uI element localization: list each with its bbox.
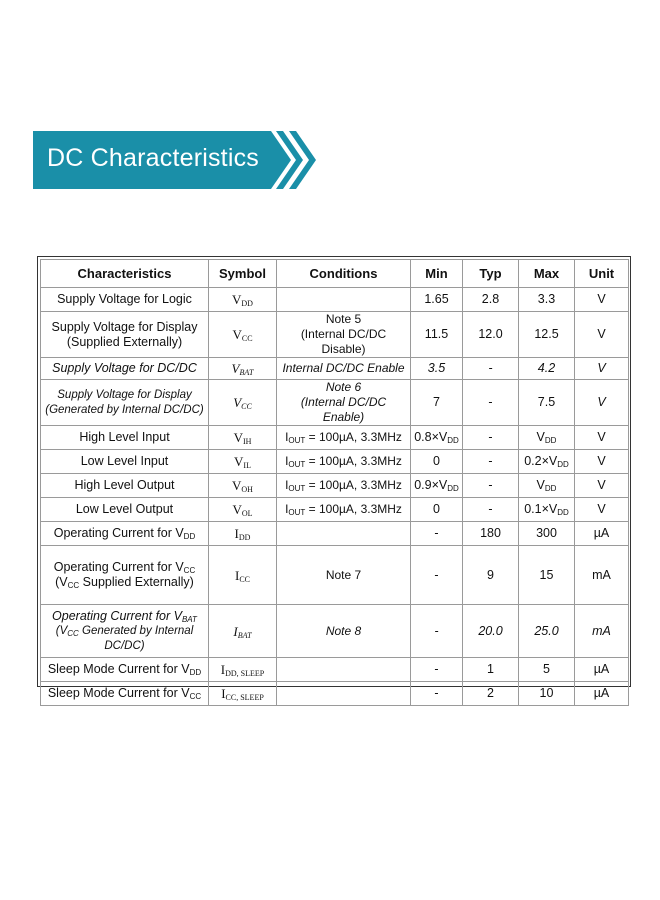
cell-characteristic: Operating Current for $V_{DD}$ (41, 522, 209, 546)
cell-typ: 9 (463, 546, 519, 605)
table-row (41, 450, 629, 474)
cell-condition: Internal DC/DC Enable (277, 358, 411, 380)
cell-condition: Note 8 (277, 605, 411, 658)
table-row (41, 605, 629, 658)
table-row (41, 426, 629, 450)
cell-typ: 2.8 (463, 288, 519, 312)
cell-unit: V (575, 474, 629, 498)
cell-min: $0.9\times V_{DD}$ (411, 474, 463, 498)
cell-min: 11.5 (411, 312, 463, 358)
cell-unit: V (575, 450, 629, 474)
cell-condition (277, 682, 411, 706)
table-row (41, 358, 629, 380)
cell-max: $V_{DD}$ (519, 474, 575, 498)
cell-characteristic: Supply Voltage for Display (Supplied Externally) (41, 312, 209, 358)
cell-min: 3.5 (411, 358, 463, 380)
cell-max: 15 (519, 546, 575, 605)
header-conditions: Conditions (277, 260, 411, 288)
cell-max: $0.2\times V_{DD}$ (519, 450, 575, 474)
cell-max: 25.0 (519, 605, 575, 658)
cell-characteristic: High Level Output (41, 474, 209, 498)
cell-min: - (411, 522, 463, 546)
cell-characteristic: Supply Voltage for Display (Generated by Internal DC/DC) (41, 380, 209, 426)
header-unit: Unit (575, 260, 629, 288)
cell-symbol: $V_{IL}$ (209, 450, 277, 474)
cell-symbol: $I_{CC}$ (209, 546, 277, 605)
cell-typ: - (463, 426, 519, 450)
cell-max: 300 (519, 522, 575, 546)
cell-symbol: $V_{OL}$ (209, 498, 277, 522)
table-row (41, 658, 629, 682)
header-typ: Typ (463, 260, 519, 288)
cell-unit: V (575, 426, 629, 450)
cell-condition (277, 522, 411, 546)
cell-max: 10 (519, 682, 575, 706)
cell-max: 12.5 (519, 312, 575, 358)
header-max: Max (519, 260, 575, 288)
cell-symbol: $I_{DD}$ (209, 522, 277, 546)
cell-min: 0 (411, 450, 463, 474)
cell-unit: V (575, 380, 629, 426)
table-row (41, 288, 629, 312)
cell-typ: - (463, 358, 519, 380)
cell-typ: - (463, 474, 519, 498)
cell-typ: 180 (463, 522, 519, 546)
table-row (41, 522, 629, 546)
cell-typ: 20.0 (463, 605, 519, 658)
cell-symbol: $I_{BAT}$ (209, 605, 277, 658)
cell-unit: mA (575, 546, 629, 605)
cell-characteristic: Supply Voltage for Logic (41, 288, 209, 312)
cell-unit: V (575, 498, 629, 522)
cell-unit: µA (575, 682, 629, 706)
cell-unit: V (575, 288, 629, 312)
cell-characteristic: Supply Voltage for DC/DC (41, 358, 209, 380)
cell-typ: 2 (463, 682, 519, 706)
header-symbol: Symbol (209, 260, 277, 288)
cell-max: $0.1\times V_{DD}$ (519, 498, 575, 522)
cell-characteristic: Sleep Mode Current for $V_{CC}$ (41, 682, 209, 706)
cell-unit: mA (575, 605, 629, 658)
table-row (41, 546, 629, 605)
table-row (41, 380, 629, 426)
cell-symbol: $I_{DD, SLEEP}$ (209, 658, 277, 682)
cell-min: - (411, 546, 463, 605)
cell-condition: Note 5 (Internal DC/DC Disable) (277, 312, 411, 358)
table-row (41, 498, 629, 522)
cell-symbol: $V_{CC}$ (209, 380, 277, 426)
cell-unit: V (575, 312, 629, 358)
cell-min: - (411, 605, 463, 658)
cell-typ: - (463, 498, 519, 522)
cell-characteristic: Operating Current for $V_{CC}$ ($V_{CC}$ Supplied Externally) (41, 546, 209, 605)
section-banner (33, 131, 318, 189)
cell-max: $V_{DD}$ (519, 426, 575, 450)
cell-max: 5 (519, 658, 575, 682)
cell-condition: $I_{OUT} = 100\mu A$, 3.3MHz (277, 498, 411, 522)
cell-max: 3.3 (519, 288, 575, 312)
page-title: DC Characteristics (47, 144, 259, 172)
cell-condition: $I_{OUT} = 100\mu A$, 3.3MHz (277, 426, 411, 450)
dc-characteristics-table (40, 259, 629, 706)
cell-symbol: $I_{CC, SLEEP}$ (209, 682, 277, 706)
cell-condition (277, 288, 411, 312)
cell-min: 0 (411, 498, 463, 522)
table-header-row (41, 260, 629, 288)
header-characteristics: Characteristics (41, 260, 209, 288)
cell-symbol: $V_{CC}$ (209, 312, 277, 358)
cell-characteristic: Low Level Input (41, 450, 209, 474)
cell-max: 4.2 (519, 358, 575, 380)
cell-min: 7 (411, 380, 463, 426)
cell-unit: V (575, 358, 629, 380)
cell-symbol: $V_{OH}$ (209, 474, 277, 498)
table-row (41, 312, 629, 358)
cell-characteristic: Sleep Mode Current for $V_{DD}$ (41, 658, 209, 682)
cell-typ: - (463, 450, 519, 474)
header-min: Min (411, 260, 463, 288)
cell-characteristic: High Level Input (41, 426, 209, 450)
cell-characteristic: Operating Current for $V_{BAT}$ ($V_{CC}$ Generated by Internal DC/DC) (41, 605, 209, 658)
cell-condition: Note 7 (277, 546, 411, 605)
cell-condition (277, 658, 411, 682)
cell-unit: µA (575, 522, 629, 546)
cell-symbol: $V_{DD}$ (209, 288, 277, 312)
table-row (41, 682, 629, 706)
cell-min: 1.65 (411, 288, 463, 312)
cell-typ: 12.0 (463, 312, 519, 358)
cell-symbol: $V_{IH}$ (209, 426, 277, 450)
cell-min: - (411, 658, 463, 682)
cell-condition: $I_{OUT} = 100\mu A$, 3.3MHz (277, 450, 411, 474)
cell-unit: µA (575, 658, 629, 682)
cell-typ: - (463, 380, 519, 426)
cell-condition: Note 6 (Internal DC/DC Enable) (277, 380, 411, 426)
table-row (41, 474, 629, 498)
cell-symbol: $V_{BAT}$ (209, 358, 277, 380)
cell-min: $0.8\times V_{DD}$ (411, 426, 463, 450)
cell-typ: 1 (463, 658, 519, 682)
cell-max: 7.5 (519, 380, 575, 426)
cell-characteristic: Low Level Output (41, 498, 209, 522)
cell-condition: $I_{OUT} = 100\mu A$, 3.3MHz (277, 474, 411, 498)
cell-min: - (411, 682, 463, 706)
